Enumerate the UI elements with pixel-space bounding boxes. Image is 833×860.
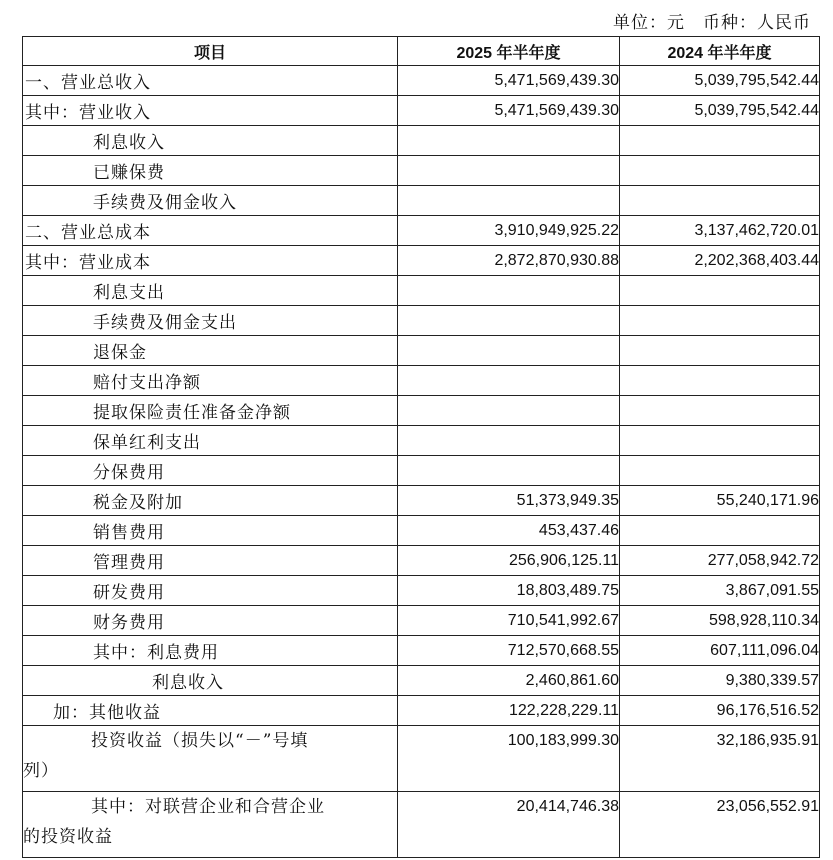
row-label-line2: 的投资收益 xyxy=(23,827,113,847)
value-2024: 3,137,462,720.01 xyxy=(620,216,820,246)
table-row xyxy=(23,396,820,426)
row-label: 税金及附加 xyxy=(23,486,398,516)
row-label: 利息支出 xyxy=(23,276,398,306)
value-2025 xyxy=(398,366,620,396)
table-row xyxy=(23,516,820,546)
value-2024 xyxy=(620,426,820,456)
row-label: 其中：营业收入 xyxy=(23,96,398,126)
value-2024: 55,240,171.96 xyxy=(620,486,820,516)
row-label: 财务费用 xyxy=(23,606,398,636)
value-2024: 23,056,552.91 xyxy=(620,792,820,858)
row-label: 加：其他收益 xyxy=(23,696,398,726)
value-2025: 18,803,489.75 xyxy=(398,576,620,606)
row-label: 其中：利息费用 xyxy=(23,636,398,666)
table-row xyxy=(23,546,820,576)
row-label: 赔付支出净额 xyxy=(23,366,398,396)
value-2025 xyxy=(398,396,620,426)
table-row xyxy=(23,366,820,396)
value-2024: 598,928,110.34 xyxy=(620,606,820,636)
table-row xyxy=(23,126,820,156)
value-2024: 32,186,935.91 xyxy=(620,726,820,792)
table-row xyxy=(23,576,820,606)
row-label: 利息收入 xyxy=(23,666,398,696)
table-row xyxy=(23,216,820,246)
row-label: 保单红利支出 xyxy=(23,426,398,456)
row-label xyxy=(23,792,398,858)
value-2025: 710,541,992.67 xyxy=(398,606,620,636)
value-2024 xyxy=(620,276,820,306)
value-2024: 96,176,516.52 xyxy=(620,696,820,726)
row-label-line1: 其中：对联营企业和合营企业 xyxy=(91,797,325,817)
value-2024 xyxy=(620,396,820,426)
table-row xyxy=(23,426,820,456)
table-row xyxy=(23,186,820,216)
header-2024: 2024 年半年度 xyxy=(620,37,820,66)
row-label-line1: 投资收益（损失以“－”号填 xyxy=(91,731,309,751)
value-2024 xyxy=(620,186,820,216)
value-2025 xyxy=(398,456,620,486)
value-2024 xyxy=(620,126,820,156)
value-2024: 607,111,096.04 xyxy=(620,636,820,666)
value-2025: 100,183,999.30 xyxy=(398,726,620,792)
table-row xyxy=(23,336,820,366)
table-header-row xyxy=(23,37,820,66)
value-2024 xyxy=(620,366,820,396)
row-label: 管理费用 xyxy=(23,546,398,576)
row-label: 销售费用 xyxy=(23,516,398,546)
row-label: 手续费及佣金支出 xyxy=(23,306,398,336)
table-row xyxy=(23,606,820,636)
row-label: 其中：营业成本 xyxy=(23,246,398,276)
table-row xyxy=(23,636,820,666)
value-2025: 5,471,569,439.30 xyxy=(398,96,620,126)
income-statement-table xyxy=(22,36,820,858)
table-row xyxy=(23,66,820,96)
value-2025: 256,906,125.11 xyxy=(398,546,620,576)
value-2024 xyxy=(620,156,820,186)
table-row xyxy=(23,306,820,336)
value-2025: 712,570,668.55 xyxy=(398,636,620,666)
table-row xyxy=(23,792,820,858)
table-row xyxy=(23,246,820,276)
value-2025 xyxy=(398,156,620,186)
value-2024 xyxy=(620,306,820,336)
row-label: 一、营业总收入 xyxy=(23,66,398,96)
value-2024 xyxy=(620,336,820,366)
value-2024: 2,202,368,403.44 xyxy=(620,246,820,276)
value-2025 xyxy=(398,306,620,336)
row-label: 已赚保费 xyxy=(23,156,398,186)
row-label xyxy=(23,726,398,792)
table-row xyxy=(23,486,820,516)
header-item: 项目 xyxy=(23,37,398,66)
row-label-line2: 列） xyxy=(23,761,59,781)
value-2024: 5,039,795,542.44 xyxy=(620,66,820,96)
table-row xyxy=(23,276,820,306)
value-2025: 5,471,569,439.30 xyxy=(398,66,620,96)
table-row xyxy=(23,456,820,486)
currency-unit-label: 单位：元 币种：人民币 xyxy=(613,13,811,33)
value-2024 xyxy=(620,516,820,546)
value-2025 xyxy=(398,276,620,306)
row-label: 退保金 xyxy=(23,336,398,366)
value-2025: 453,437.46 xyxy=(398,516,620,546)
value-2025: 2,872,870,930.88 xyxy=(398,246,620,276)
table-row xyxy=(23,726,820,792)
table-row xyxy=(23,666,820,696)
table-row xyxy=(23,696,820,726)
table-row xyxy=(23,96,820,126)
row-label: 二、营业总成本 xyxy=(23,216,398,246)
value-2025: 122,228,229.11 xyxy=(398,696,620,726)
row-label: 研发费用 xyxy=(23,576,398,606)
value-2025: 20,414,746.38 xyxy=(398,792,620,858)
value-2024: 277,058,942.72 xyxy=(620,546,820,576)
value-2025 xyxy=(398,426,620,456)
value-2025: 3,910,949,925.22 xyxy=(398,216,620,246)
value-2025 xyxy=(398,186,620,216)
header-2025: 2025 年半年度 xyxy=(398,37,620,66)
value-2024: 5,039,795,542.44 xyxy=(620,96,820,126)
value-2024 xyxy=(620,456,820,486)
value-2025 xyxy=(398,126,620,156)
value-2024: 3,867,091.55 xyxy=(620,576,820,606)
value-2025: 51,373,949.35 xyxy=(398,486,620,516)
row-label: 手续费及佣金收入 xyxy=(23,186,398,216)
value-2025 xyxy=(398,336,620,366)
table-row xyxy=(23,156,820,186)
value-2024: 9,380,339.57 xyxy=(620,666,820,696)
row-label: 利息收入 xyxy=(23,126,398,156)
value-2025: 2,460,861.60 xyxy=(398,666,620,696)
row-label: 分保费用 xyxy=(23,456,398,486)
row-label: 提取保险责任准备金净额 xyxy=(23,396,398,426)
